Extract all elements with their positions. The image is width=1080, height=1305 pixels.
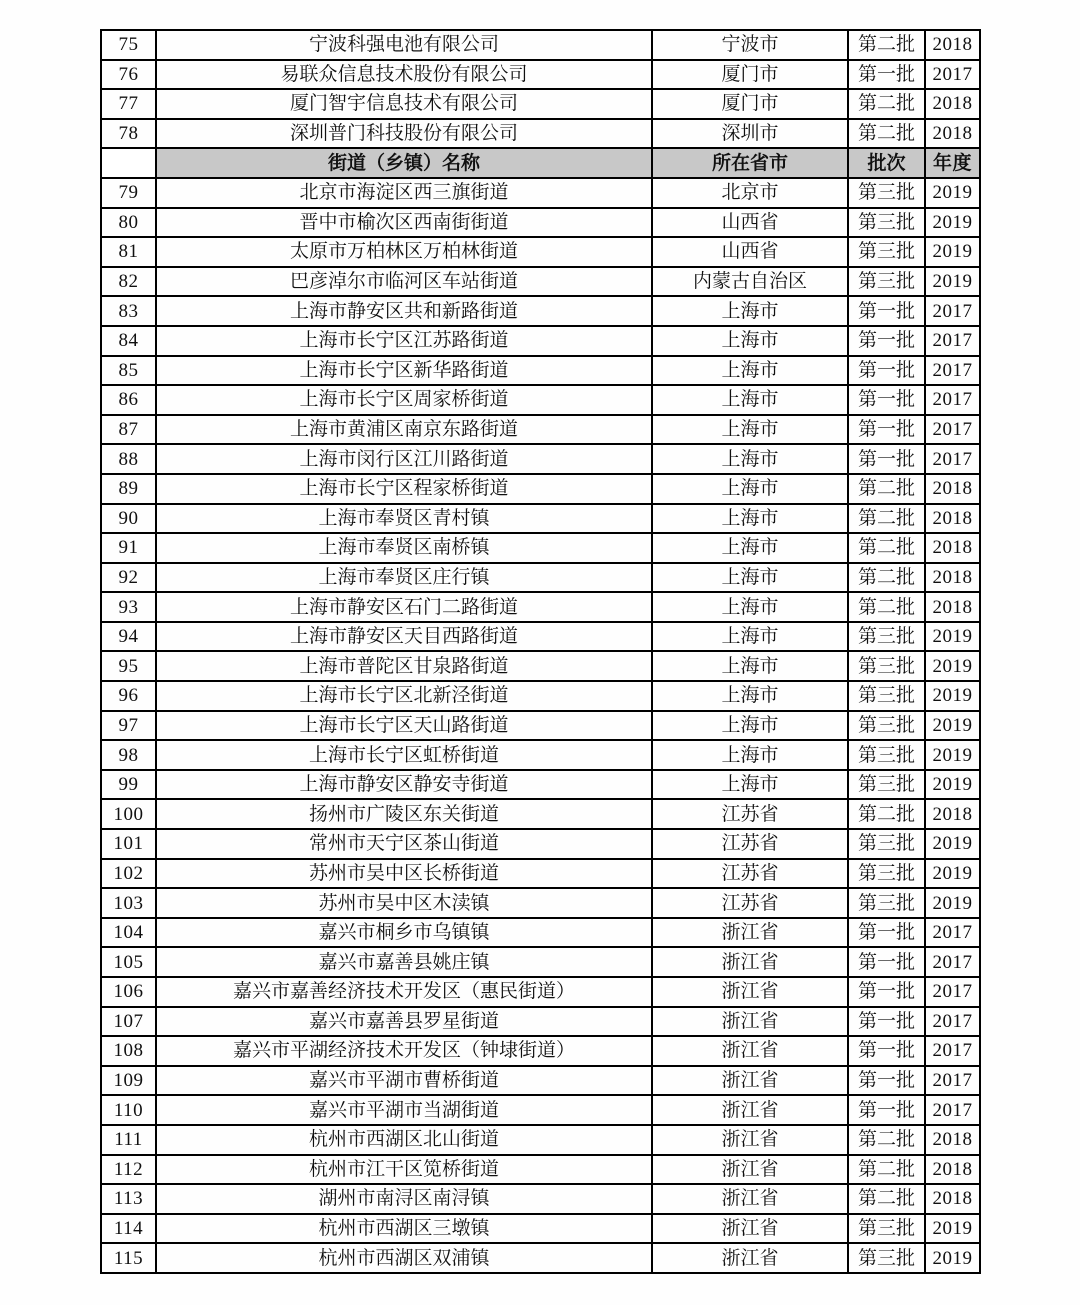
- name-cell: 太原市万柏林区万柏林街道: [156, 237, 652, 267]
- table-row: [101, 30, 980, 60]
- name-cell: 苏州市吴中区木渎镇: [156, 888, 652, 918]
- province-cell: 厦门市: [652, 60, 848, 90]
- name-cell: 嘉兴市嘉善经济技术开发区（惠民街道）: [156, 977, 652, 1007]
- name-cell: 上海市长宁区天山路街道: [156, 711, 652, 741]
- batch-cell: 第一批: [848, 326, 925, 356]
- no-cell: 75: [101, 30, 156, 60]
- no-cell: 85: [101, 356, 156, 386]
- batch-cell: 第三批: [848, 622, 925, 652]
- no-cell: 114: [101, 1214, 156, 1244]
- batch-cell: 第三批: [848, 829, 925, 859]
- no-cell: 89: [101, 474, 156, 504]
- batch-cell: 第三批: [848, 859, 925, 889]
- province-cell: 上海市: [652, 533, 848, 563]
- batch-cell: 第一批: [848, 60, 925, 90]
- pilot-list-table: [100, 29, 981, 1274]
- no-cell: 101: [101, 829, 156, 859]
- table-row: [101, 89, 980, 119]
- batch-cell: 第二批: [848, 474, 925, 504]
- name-cell: 上海市长宁区虹桥街道: [156, 740, 652, 770]
- table-row: [101, 60, 980, 90]
- no-cell: 96: [101, 681, 156, 711]
- year-cell: 2017: [925, 918, 980, 948]
- no-cell: 100: [101, 799, 156, 829]
- name-cell: 嘉兴市平湖经济技术开发区（钟埭街道）: [156, 1036, 652, 1066]
- year-cell: 2017: [925, 1036, 980, 1066]
- year-cell: 2017: [925, 356, 980, 386]
- name-cell: 嘉兴市嘉善县姚庄镇: [156, 947, 652, 977]
- no-cell: 97: [101, 711, 156, 741]
- name-cell: 上海市静安区石门二路街道: [156, 592, 652, 622]
- province-cell: 浙江省: [652, 1125, 848, 1155]
- table-row: [101, 1214, 980, 1244]
- name-cell: 晋中市榆次区西南街街道: [156, 208, 652, 238]
- batch-cell: 第二批: [848, 119, 925, 149]
- table-row: [101, 415, 980, 445]
- batch-cell: 第三批: [848, 1243, 925, 1273]
- year-cell: 2017: [925, 326, 980, 356]
- name-cell: 北京市海淀区西三旗街道: [156, 178, 652, 208]
- province-cell: 上海市: [652, 326, 848, 356]
- name-cell: 扬州市广陵区东关街道: [156, 799, 652, 829]
- year-cell: 2019: [925, 829, 980, 859]
- table-row: [101, 1066, 980, 1096]
- name-cell: 上海市长宁区程家桥街道: [156, 474, 652, 504]
- no-cell: 87: [101, 415, 156, 445]
- year-cell: 2019: [925, 770, 980, 800]
- name-cell: 上海市奉贤区庄行镇: [156, 563, 652, 593]
- name-cell: 杭州市西湖区三墩镇: [156, 1214, 652, 1244]
- batch-cell: 第二批: [848, 1125, 925, 1155]
- table-row: [101, 326, 980, 356]
- table-row: [101, 1243, 980, 1273]
- batch-cell: 第二批: [848, 799, 925, 829]
- no-cell: 77: [101, 89, 156, 119]
- table-row: [101, 504, 980, 534]
- table-row: [101, 533, 980, 563]
- no-cell: 88: [101, 444, 156, 474]
- name-cell: 上海市长宁区江苏路街道: [156, 326, 652, 356]
- name-cell: 杭州市西湖区双浦镇: [156, 1243, 652, 1273]
- no-cell: 111: [101, 1125, 156, 1155]
- batch-cell: 第一批: [848, 1036, 925, 1066]
- batch-cell: 第一批: [848, 356, 925, 386]
- name-cell: 易联众信息技术股份有限公司: [156, 60, 652, 90]
- table-row: [101, 977, 980, 1007]
- year-cell: 2017: [925, 1007, 980, 1037]
- batch-cell: 第一批: [848, 296, 925, 326]
- year-cell: 2017: [925, 385, 980, 415]
- year-cell: 2017: [925, 1066, 980, 1096]
- province-cell: 山西省: [652, 208, 848, 238]
- batch-cell: 第三批: [848, 888, 925, 918]
- year-cell: 2017: [925, 415, 980, 445]
- year-cell: 2017: [925, 444, 980, 474]
- province-cell: 山西省: [652, 237, 848, 267]
- province-cell: 宁波市: [652, 30, 848, 60]
- table-row: [101, 888, 980, 918]
- year-cell: 2019: [925, 651, 980, 681]
- batch-cell: 第一批: [848, 1095, 925, 1125]
- name-cell: 常州市天宁区茶山街道: [156, 829, 652, 859]
- province-cell: 江苏省: [652, 888, 848, 918]
- batch-cell: 第一批: [848, 415, 925, 445]
- province-cell: 浙江省: [652, 1036, 848, 1066]
- year-cell: 2019: [925, 1243, 980, 1273]
- name-cell: 苏州市吴中区长桥街道: [156, 859, 652, 889]
- no-cell: 84: [101, 326, 156, 356]
- year-cell: 2019: [925, 178, 980, 208]
- table-row: [101, 385, 980, 415]
- batch-cell: 第三批: [848, 178, 925, 208]
- year-cell: 2019: [925, 859, 980, 889]
- year-cell: 2017: [925, 947, 980, 977]
- no-cell: 79: [101, 178, 156, 208]
- province-cell: 上海市: [652, 474, 848, 504]
- batch-cell: 第二批: [848, 592, 925, 622]
- table-row: [101, 1036, 980, 1066]
- no-cell: 83: [101, 296, 156, 326]
- batch-cell: 第二批: [848, 1155, 925, 1185]
- year-cell: 2018: [925, 1155, 980, 1185]
- year-cell: 2018: [925, 504, 980, 534]
- province-cell: 上海市: [652, 563, 848, 593]
- table-row: [101, 208, 980, 238]
- year-cell: 2018: [925, 563, 980, 593]
- no-cell: 110: [101, 1095, 156, 1125]
- header-year-cell: 年度: [925, 148, 980, 178]
- no-cell: 99: [101, 770, 156, 800]
- name-cell: 深圳普门科技股份有限公司: [156, 119, 652, 149]
- batch-cell: 第二批: [848, 533, 925, 563]
- no-cell: 92: [101, 563, 156, 593]
- no-cell: 107: [101, 1007, 156, 1037]
- table-row: [101, 651, 980, 681]
- table-row: [101, 1125, 980, 1155]
- no-cell: 91: [101, 533, 156, 563]
- year-cell: 2019: [925, 237, 980, 267]
- table-row: [101, 711, 980, 741]
- name-cell: 上海市黄浦区南京东路街道: [156, 415, 652, 445]
- section-header-row: [101, 148, 980, 178]
- name-cell: 杭州市西湖区北山街道: [156, 1125, 652, 1155]
- name-cell: 上海市普陀区甘泉路街道: [156, 651, 652, 681]
- province-cell: 浙江省: [652, 947, 848, 977]
- year-cell: 2018: [925, 533, 980, 563]
- province-cell: 上海市: [652, 356, 848, 386]
- table-row: [101, 444, 980, 474]
- province-cell: 上海市: [652, 415, 848, 445]
- province-cell: 厦门市: [652, 89, 848, 119]
- name-cell: 嘉兴市嘉善县罗星街道: [156, 1007, 652, 1037]
- province-cell: 内蒙古自治区: [652, 267, 848, 297]
- province-cell: 上海市: [652, 592, 848, 622]
- name-cell: 湖州市南浔区南浔镇: [156, 1184, 652, 1214]
- province-cell: 江苏省: [652, 829, 848, 859]
- header-province-cell: 所在省市: [652, 148, 848, 178]
- name-cell: 宁波科强电池有限公司: [156, 30, 652, 60]
- no-cell: 80: [101, 208, 156, 238]
- province-cell: 上海市: [652, 740, 848, 770]
- table-row: [101, 237, 980, 267]
- name-cell: 嘉兴市平湖市曹桥街道: [156, 1066, 652, 1096]
- province-cell: 上海市: [652, 681, 848, 711]
- no-cell: 78: [101, 119, 156, 149]
- no-cell: 112: [101, 1155, 156, 1185]
- batch-cell: 第三批: [848, 740, 925, 770]
- batch-cell: 第一批: [848, 1066, 925, 1096]
- table-row: [101, 681, 980, 711]
- name-cell: 上海市静安区共和新路街道: [156, 296, 652, 326]
- table-row: [101, 267, 980, 297]
- province-cell: 浙江省: [652, 1066, 848, 1096]
- province-cell: 上海市: [652, 504, 848, 534]
- batch-cell: 第二批: [848, 563, 925, 593]
- year-cell: 2019: [925, 711, 980, 741]
- year-cell: 2017: [925, 60, 980, 90]
- province-cell: 上海市: [652, 711, 848, 741]
- table-row: [101, 947, 980, 977]
- province-cell: 北京市: [652, 178, 848, 208]
- batch-cell: 第一批: [848, 918, 925, 948]
- province-cell: 上海市: [652, 444, 848, 474]
- year-cell: 2018: [925, 89, 980, 119]
- name-cell: 杭州市江干区笕桥街道: [156, 1155, 652, 1185]
- name-cell: 上海市长宁区周家桥街道: [156, 385, 652, 415]
- province-cell: 浙江省: [652, 1007, 848, 1037]
- year-cell: 2018: [925, 30, 980, 60]
- no-cell: 94: [101, 622, 156, 652]
- name-cell: 上海市静安区静安寺街道: [156, 770, 652, 800]
- no-cell: 76: [101, 60, 156, 90]
- batch-cell: 第一批: [848, 444, 925, 474]
- batch-cell: 第一批: [848, 385, 925, 415]
- batch-cell: 第三批: [848, 770, 925, 800]
- year-cell: 2019: [925, 622, 980, 652]
- name-cell: 嘉兴市桐乡市乌镇镇: [156, 918, 652, 948]
- table-row: [101, 1095, 980, 1125]
- table-row: [101, 859, 980, 889]
- no-cell: 103: [101, 888, 156, 918]
- batch-cell: 第一批: [848, 947, 925, 977]
- table-row: [101, 119, 980, 149]
- province-cell: 深圳市: [652, 119, 848, 149]
- year-cell: 2019: [925, 740, 980, 770]
- no-cell: 82: [101, 267, 156, 297]
- province-cell: 上海市: [652, 651, 848, 681]
- batch-cell: 第二批: [848, 504, 925, 534]
- no-cell: 105: [101, 947, 156, 977]
- name-cell: 上海市静安区天目西路街道: [156, 622, 652, 652]
- batch-cell: 第二批: [848, 30, 925, 60]
- no-cell: 108: [101, 1036, 156, 1066]
- name-cell: 厦门智宇信息技术有限公司: [156, 89, 652, 119]
- name-cell: 巴彦淖尔市临河区车站街道: [156, 267, 652, 297]
- no-cell: 104: [101, 918, 156, 948]
- province-cell: 上海市: [652, 385, 848, 415]
- province-cell: 浙江省: [652, 1155, 848, 1185]
- table-row: [101, 1007, 980, 1037]
- table-row: [101, 1155, 980, 1185]
- year-cell: 2019: [925, 267, 980, 297]
- no-cell: 95: [101, 651, 156, 681]
- batch-cell: 第三批: [848, 651, 925, 681]
- province-cell: 江苏省: [652, 859, 848, 889]
- name-cell: 上海市奉贤区南桥镇: [156, 533, 652, 563]
- no-cell: 90: [101, 504, 156, 534]
- table-row: [101, 592, 980, 622]
- province-cell: 上海市: [652, 770, 848, 800]
- table-row: [101, 563, 980, 593]
- batch-cell: 第三批: [848, 1214, 925, 1244]
- table-row: [101, 178, 980, 208]
- batch-cell: 第三批: [848, 237, 925, 267]
- year-cell: 2018: [925, 474, 980, 504]
- name-cell: 上海市长宁区北新泾街道: [156, 681, 652, 711]
- table-row: [101, 918, 980, 948]
- year-cell: 2018: [925, 1184, 980, 1214]
- year-cell: 2019: [925, 1214, 980, 1244]
- no-cell: 81: [101, 237, 156, 267]
- no-cell: 115: [101, 1243, 156, 1273]
- year-cell: 2017: [925, 1095, 980, 1125]
- batch-cell: 第三批: [848, 267, 925, 297]
- province-cell: 浙江省: [652, 1095, 848, 1125]
- table-row: [101, 799, 980, 829]
- table-row: [101, 356, 980, 386]
- table-row: [101, 622, 980, 652]
- year-cell: 2018: [925, 799, 980, 829]
- year-cell: 2019: [925, 888, 980, 918]
- batch-cell: 第三批: [848, 681, 925, 711]
- year-cell: 2018: [925, 1125, 980, 1155]
- year-cell: 2018: [925, 592, 980, 622]
- table-row: [101, 1184, 980, 1214]
- province-cell: 上海市: [652, 622, 848, 652]
- batch-cell: 第三批: [848, 711, 925, 741]
- no-cell: 113: [101, 1184, 156, 1214]
- province-cell: 浙江省: [652, 977, 848, 1007]
- name-cell: 上海市奉贤区青村镇: [156, 504, 652, 534]
- header-no-cell: [101, 148, 156, 178]
- table-row: [101, 474, 980, 504]
- batch-cell: 第二批: [848, 89, 925, 119]
- no-cell: 98: [101, 740, 156, 770]
- year-cell: 2017: [925, 296, 980, 326]
- name-cell: 上海市闵行区江川路街道: [156, 444, 652, 474]
- year-cell: 2018: [925, 119, 980, 149]
- province-cell: 浙江省: [652, 1214, 848, 1244]
- table-row: [101, 770, 980, 800]
- year-cell: 2017: [925, 977, 980, 1007]
- province-cell: 浙江省: [652, 918, 848, 948]
- no-cell: 109: [101, 1066, 156, 1096]
- table-row: [101, 740, 980, 770]
- batch-cell: 第一批: [848, 1007, 925, 1037]
- year-cell: 2019: [925, 681, 980, 711]
- no-cell: 86: [101, 385, 156, 415]
- header-batch-cell: 批次: [848, 148, 925, 178]
- name-cell: 嘉兴市平湖市当湖街道: [156, 1095, 652, 1125]
- batch-cell: 第一批: [848, 977, 925, 1007]
- year-cell: 2019: [925, 208, 980, 238]
- no-cell: 93: [101, 592, 156, 622]
- province-cell: 浙江省: [652, 1243, 848, 1273]
- province-cell: 江苏省: [652, 799, 848, 829]
- province-cell: 上海市: [652, 296, 848, 326]
- province-cell: 浙江省: [652, 1184, 848, 1214]
- no-cell: 102: [101, 859, 156, 889]
- batch-cell: 第三批: [848, 208, 925, 238]
- no-cell: 106: [101, 977, 156, 1007]
- table-row: [101, 829, 980, 859]
- batch-cell: 第二批: [848, 1184, 925, 1214]
- header-name-cell: 街道（乡镇）名称: [156, 148, 652, 178]
- table-row: [101, 296, 980, 326]
- name-cell: 上海市长宁区新华路街道: [156, 356, 652, 386]
